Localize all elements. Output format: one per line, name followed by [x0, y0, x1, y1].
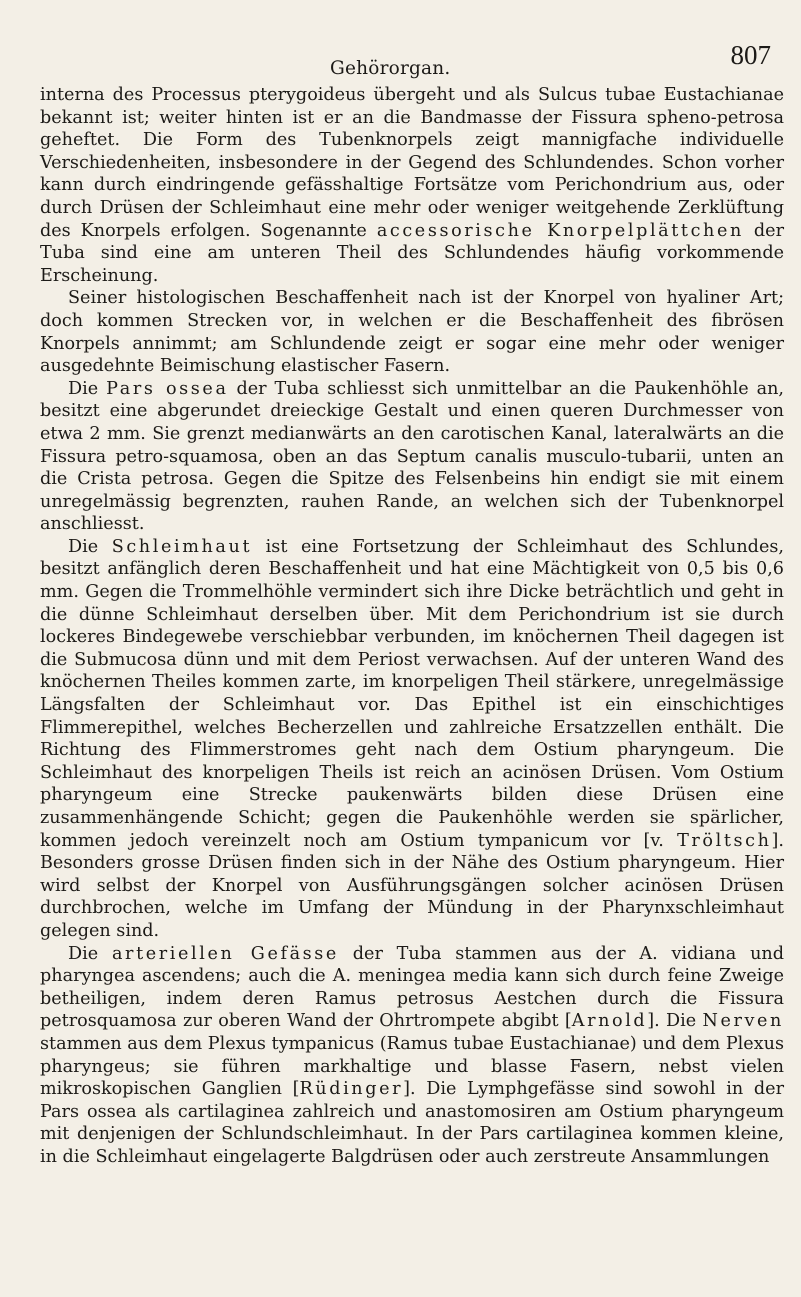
text-run: Die — [68, 943, 112, 964]
text-run: der Tuba schliesst sich unmittelbar an die Paukenhöhle an, besitzt eine abgerundet dreieckige Gestalt und einen queren Durchmesser von etwa 2 mm. Sie grenzt medianwärts an den carotischen Kanal, lateralwärts an die Fissura petro-squamosa, oben an das Septum canalis musculo-tubarii, unten an die Crista petrosa. Gegen die Spitze des Felsenbeins hin endigt sie mit einem unregelmässig begrenzten, rauhen Rande, an welchen sich der Tubenknorpel anschliesst. — [40, 378, 784, 535]
paragraph — [40, 378, 784, 536]
text-run: ]. Besonders grosse Drüsen finden sich in der Nähe des Ostium pharyngeum. Hier wird selbst der Knorpel von Ausführungsgängen solcher acinösen Drüsen durchbrochen, welche im Umfang der Mündung in der Pharynxschleimhaut gelegen sind. — [40, 830, 784, 941]
spaced-term: Pars ossea — [106, 378, 229, 399]
body-text — [40, 84, 784, 1169]
spaced-term: Tröltsch — [677, 830, 772, 851]
text-run: der Tuba stammen aus der A. vidiana und pharyngea ascendens; auch die A. meningea media kann sich durch feine Zweige betheiligen, indem deren Ramus petrosus Aestchen durch die Fissura petrosquamosa zur oberen Wand der Ohrtrompete abgibt [ — [40, 943, 784, 1032]
text-run: Die — [68, 536, 112, 557]
running-head — [0, 40, 801, 80]
paragraph — [40, 536, 784, 943]
text-run: ]. Die Lymphgefässe sind sowohl in der Pars ossea als cartilaginea zahlreich und anastomosiren am Ostium pharyngeum mit denjenigen der Schlundschleimhaut. In der Pars cartilaginea kommen kleine, in die Schleimhaut eingelagerte Balgdrüsen oder auch zerstreute Ansammlungen — [40, 1079, 784, 1167]
text-run: ]. Die — [647, 1011, 703, 1032]
spaced-term: accessorische Knorpelplättchen — [376, 220, 744, 241]
spaced-term: Rüdinger — [299, 1079, 404, 1100]
text-run: Seiner histologischen Beschaffenheit nach ist der Knorpel von hyaliner Art; doch kommen Strecken vor, in welchen er die Beschaffenheit des fibrösen Knorpels annimmt; am Schlundende zeigt er sogar eine mehr oder weniger ausgedehnte Beimischung elastischer Fasern. — [40, 288, 784, 377]
spaced-term: arteriellen Gefässe — [111, 943, 339, 964]
spaced-term: Nerven — [702, 1011, 784, 1032]
spaced-term: Arnold — [571, 1011, 648, 1032]
running-title: Gehörorgan. — [330, 58, 451, 79]
text-run: der Tuba sind eine am unteren Theil des Schlundendes häufig vorkommende Erscheinung. — [40, 220, 784, 286]
text-run: ist eine Fortsetzung der Schleimhaut des Schlundes, besitzt anfänglich deren Beschaffenheit und hat eine Mächtigkeit von 0,5 bis 0,6 mm. Gegen die Trommelhöhle vermindert sich ihre Dicke beträchtlich und geht in die dünne Schleimhaut derselben über. Mit dem Perichondrium ist sie durch lockeres Bindegewebe verschiebbar verbunden, im knöchernen Theil dagegen ist die Submucosa dünn und mit dem Periost verwachsen. Auf der unteren Wand des knöchernen Theiles kommen zarte, im knorpeligen Theil stärkere, unregelmässige Längsfalten der Schleimhaut vor. Das Epithel ist ein einschichtiges Flimmerepithel, welches Becherzellen und zahlreiche Ersatzzellen enthält. Die Richtung des Flimmerstromes geht nach dem Ostium pharyngeum. Die Schleimhaut des knorpeligen Theils ist reich an acinösen Drüsen. Vom Ostium pharyngeum eine Strecke paukenwärts bilden diese Drüsen eine zusammenhängende Schicht; gegen die Paukenhöhle werden sie spärlicher, kommen jedoch vereinzelt noch am Ostium tympanicum vor [v. — [40, 536, 784, 851]
page-number: 807 — [730, 40, 771, 70]
text-run: interna des Processus pterygoideus übergeht und als Sulcus tubae Eustachianae bekannt ist; weiter hinten ist er an die Bandmasse der Fissura spheno-petrosa geheftet. Die Form des Tubenknorpels zeigt mannigfache individuelle Verschiedenheiten, insbesondere in der Gegend des Schlundendes. Schon vorher kann durch eindringende gefässhaltige Fortsätze vom Perichondrium aus, oder durch Drüsen der Schleimhaut eine mehr oder weniger weitgehende Zerklüftung des Knorpels erfolgen. Sogenannte — [40, 85, 784, 241]
paragraph — [40, 84, 784, 287]
spaced-term: Schleimhaut — [111, 536, 253, 557]
paragraph — [40, 943, 784, 1169]
text-run: Die — [68, 378, 107, 399]
paragraph — [40, 287, 784, 377]
text-run: stammen aus dem Plexus tympanicus (Ramus tubae Eustachianae) und dem Plexus pharyngeus; sie führen markhaltige und blasse Fasern, nebst vielen mikroskopischen Ganglien [ — [40, 1033, 784, 1100]
